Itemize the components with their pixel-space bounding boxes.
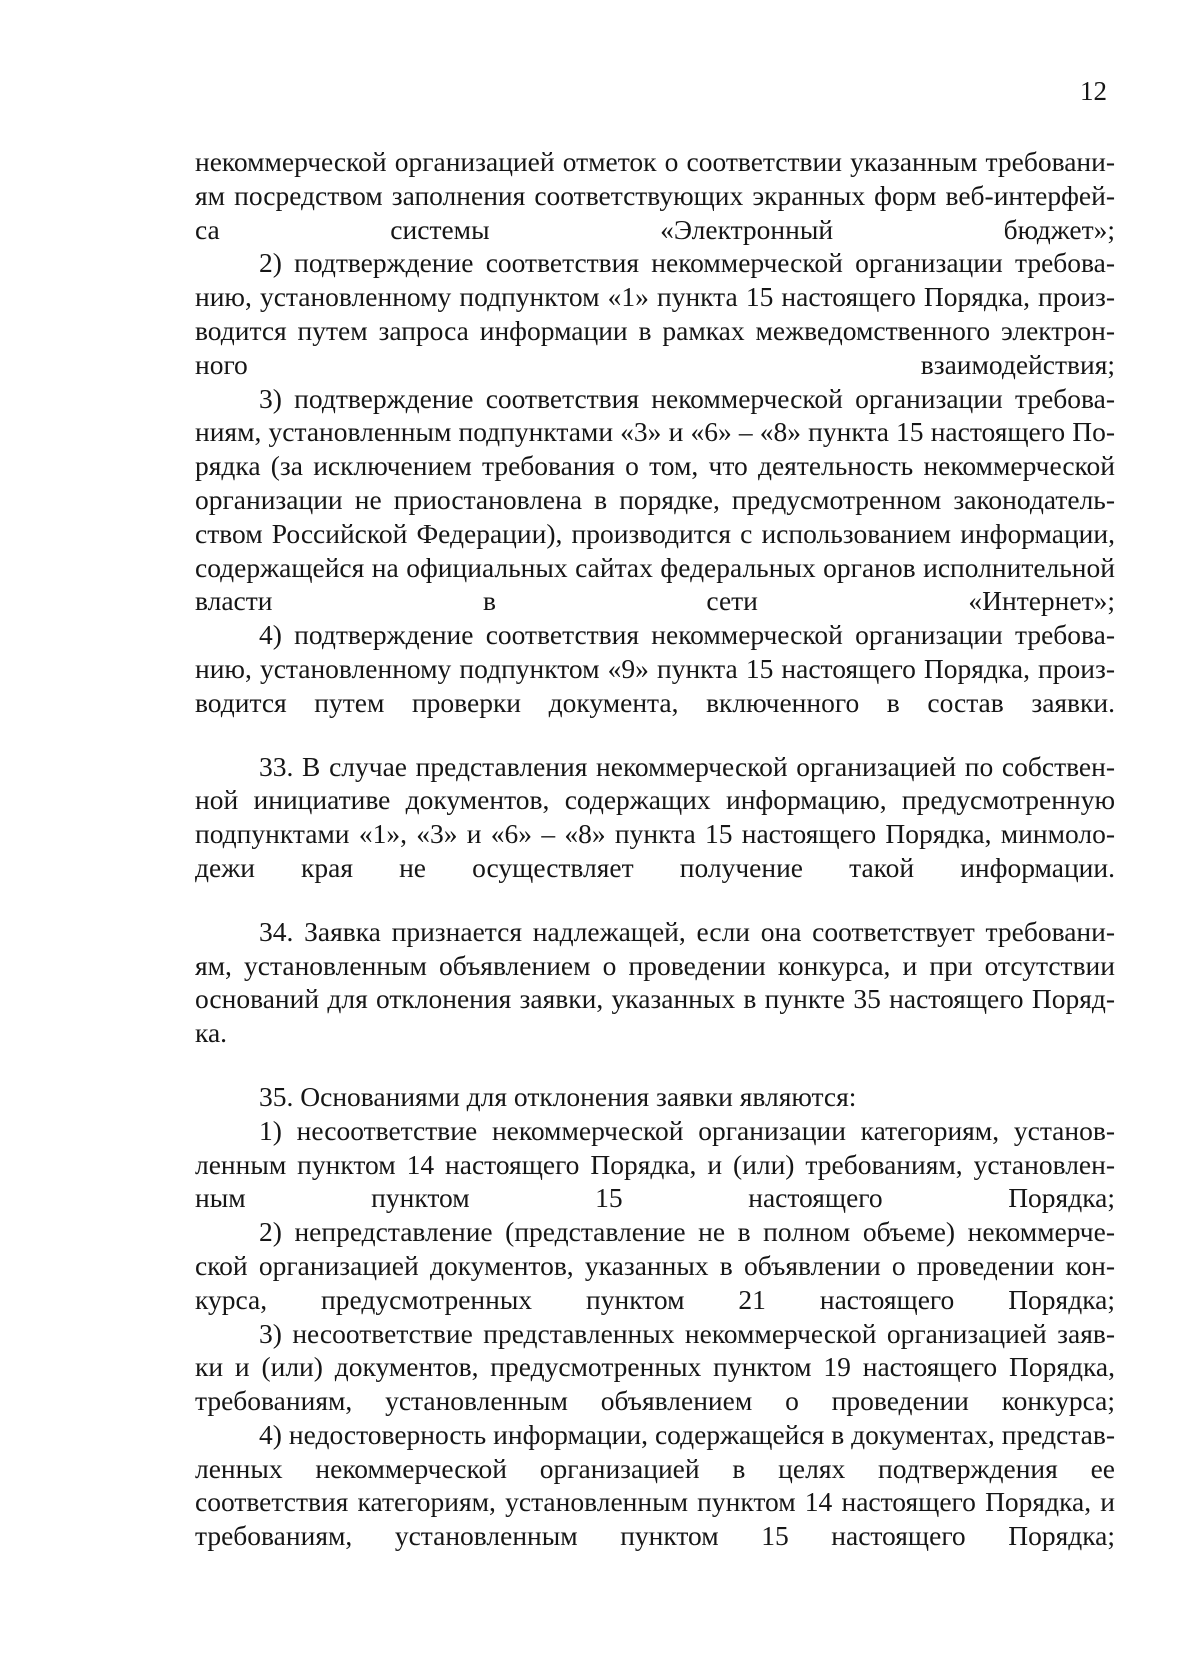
paragraph-35-item-1: 1) несоответствие некоммерческой организации категориям, установ- ленным пунктом 14 настоящего Порядка, и (или) требованиям, установлен- ным пунктом 15 настоящего Порядка; — [195, 1114, 1115, 1214]
paragraph-item-4: 4) подтверждение соответствия некоммерческой организации требова- нию, установленному подпунктом «9» пункта 15 настоящего Порядка, произ- водится путем проверки документа, включенного в состав заявки. — [195, 619, 1115, 718]
paragraph-34: 34. Заявка признается надлежащей, если она соответствует требовани- ям, установленным объявлением о проведении конкурса, и при отсутствии оснований для отклонения заявки, указанных в пункте 35 настоящего Поряд- ка. — [195, 915, 1115, 1049]
paragraph-33: 33. В случае представления некоммерческой организацией по собствен- ной инициативе документов, содержащих информацию, предусмотренную подпунктами «1», «3» и «6» – «8» пункта 15 настоящего Порядка, минмоло- дежи края не осуществляет получение такой информации. — [195, 750, 1115, 883]
paragraph-continuation: некоммерческой организацией отметок о соответствии указанным требовани- ям посредством заполнения соответствующих экранных форм веб-интерфей- са системы «Электронный бюджет»; — [195, 146, 1115, 245]
document-body — [195, 145, 1115, 1553]
paragraph-35-heading: 35. Основаниями для отклонения заявки являются: — [259, 1080, 857, 1112]
paragraph-35-item-3: 3) несоответствие представленных некоммерческой организацией заяв- ки и (или) документов, предусмотренных пунктом 19 настоящего Порядка, требованиям, установленным объявлением о проведении конкурса; — [195, 1317, 1115, 1417]
paragraph-item-2: 2) подтверждение соответствия некоммерческой организации требова- нию, установленному подпунктом «1» пункта 15 настоящего Порядка, произ- водится путем запроса информации в рамках межведомственного электрон- ного взаимодействия; — [195, 247, 1115, 380]
paragraph-35-item-4: 4) недостоверность информации, содержащейся в документах, представ- ленных некоммерческой организацией в целях подтверждения ее соответствия категориям, установленным пунктом 14 настоящего Порядка, и требованиям, установленным пунктом 15 настоящего Порядка; — [195, 1418, 1116, 1552]
paragraph-35-item-2: 2) непредставление (представление не в полном объеме) некоммерче- ской организацией документов, указанных в объявлении о проведении кон- курса, предусмотренных пунктом 21 настоящего Порядка; — [195, 1216, 1115, 1315]
paragraph-item-3: 3) подтверждение соответствия некоммерческой организации требова- ниям, установленным подпунктами «3» и «6» – «8» пункта 15 настоящего По- рядка (за исключением требования о том, что деятельность некоммерческой организации не приостановлена в порядке, предусмотренном законодатель- ством Российской Федерации), производится с использованием информации, содержащейся на официальных сайтах федеральных органов исполнительной власти в сети «Интернет»; — [195, 382, 1115, 617]
page-number: 12 — [1080, 76, 1107, 106]
